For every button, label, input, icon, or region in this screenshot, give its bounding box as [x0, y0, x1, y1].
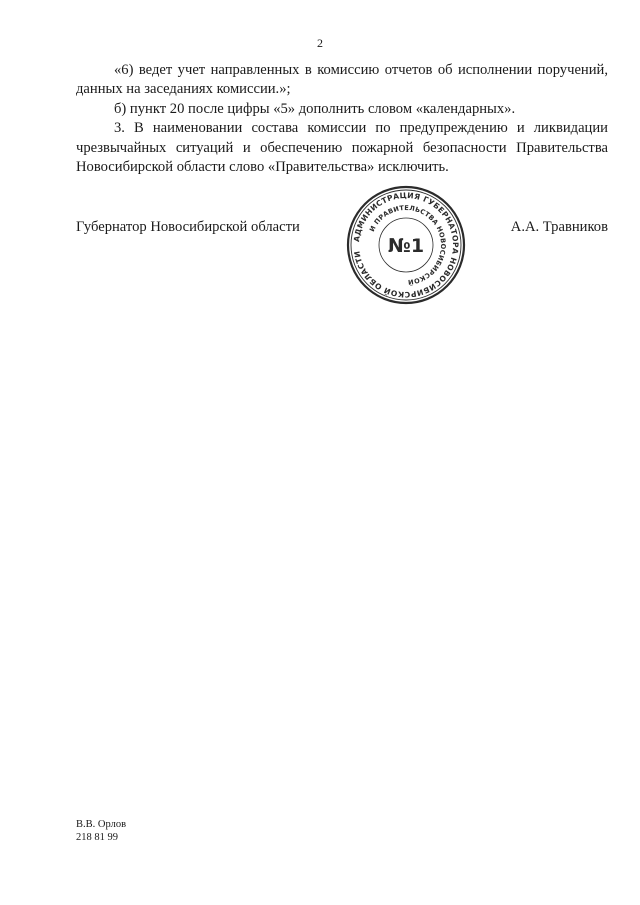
paragraph: б) пункт 20 после цифры «5» дополнить словом «календарных». [114, 100, 516, 117]
seal-graphic [345, 184, 467, 306]
official-seal [345, 184, 467, 306]
signatory-name: А.А. Травников [510, 219, 608, 235]
seal-inner-text: И ПРАВИТЕЛЬСТВА НОВОСИБИРСКОЙ [367, 203, 448, 287]
seal-outer-text: АДМИНИСТРАЦИЯ ГУБЕРНАТОРА НОВОСИБИРСКОЙ ОБЛАСТИ [352, 190, 461, 300]
paragraph: «6) ведет учет направленных в комиссию отчетов об исполнении поручений, данных на заседаниях комиссии.»; [76, 62, 608, 98]
executor-info [76, 818, 126, 844]
paragraph: 3. В наименовании состава комиссии по предупреждению и ликвидации чрезвычайных ситуаций и обеспечению пожарной безопасности Правительства Новосибирской области слово «Правительства» исключить. [76, 120, 608, 176]
seal-center-text: №1 [387, 235, 425, 257]
executor-name: В.В. Орлов [76, 819, 127, 830]
page-number: 2 [317, 36, 323, 50]
signatory-position: Губернатор Новосибирской области [76, 219, 300, 235]
executor-phone: 218 81 99 [76, 832, 118, 843]
document-body [76, 61, 608, 177]
